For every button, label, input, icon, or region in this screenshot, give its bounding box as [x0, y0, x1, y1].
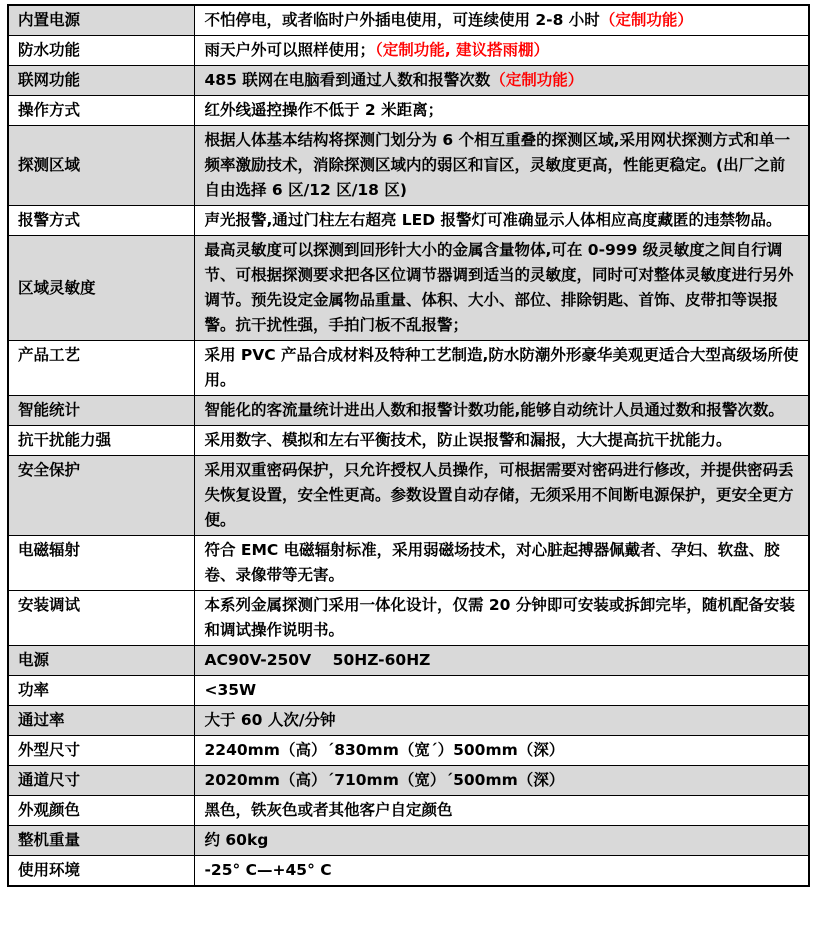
table-row	[8, 766, 809, 796]
spec-label: 外观颜色	[8, 796, 194, 826]
spec-text: 符合 EMC 电磁辐射标准，采用弱磁场技术，对心脏起搏器佩戴者、孕妇、软盘、胶卷、录像带等无害。	[204, 541, 780, 584]
spec-label: 通过率	[8, 706, 194, 736]
spec-label: 电磁辐射	[8, 536, 194, 591]
spec-value	[194, 341, 809, 396]
spec-value	[194, 536, 809, 591]
spec-value	[194, 126, 809, 206]
spec-label: 产品工艺	[8, 341, 194, 396]
table-row	[8, 736, 809, 766]
spec-text: 采用数字、模拟和左右平衡技术，防止误报警和漏报，大大提高抗干扰能力。	[204, 431, 732, 449]
spec-value	[194, 676, 809, 706]
spec-value	[194, 236, 809, 341]
spec-value	[194, 826, 809, 856]
spec-label: 报警方式	[8, 206, 194, 236]
spec-label: 整机重量	[8, 826, 194, 856]
table-row	[8, 426, 809, 456]
spec-label: 外型尺寸	[8, 736, 194, 766]
table-row	[8, 206, 809, 236]
spec-label: 智能统计	[8, 396, 194, 426]
spec-label: 探测区域	[8, 126, 194, 206]
spec-label: 联网功能	[8, 66, 194, 96]
spec-text: 雨天户外可以照样使用；	[204, 41, 376, 59]
spec-text: 黑色，铁灰色或者其他客户自定颜色	[204, 801, 453, 819]
spec-label: 操作方式	[8, 96, 194, 126]
table-row	[8, 5, 809, 36]
spec-value	[194, 796, 809, 826]
spec-label: 电源	[8, 646, 194, 676]
table-row	[8, 341, 809, 396]
spec-label: 使用环境	[8, 856, 194, 887]
spec-label: 区域灵敏度	[8, 236, 194, 341]
spec-text: 大于 60 人次/分钟	[204, 711, 336, 729]
spec-text: 智能化的客流量统计进出人数和报警计数功能,能够自动统计人员通过数和报警次数。	[204, 401, 784, 419]
spec-text: 约 60kg	[204, 831, 269, 849]
highlight-red-text: （定制功能）	[490, 71, 584, 89]
table-row	[8, 126, 809, 206]
spec-text: AC90V-250V 50HZ-60HZ	[204, 651, 431, 669]
spec-label: 防水功能	[8, 36, 194, 66]
spec-value	[194, 766, 809, 796]
spec-label: 功率	[8, 676, 194, 706]
spec-table	[7, 4, 810, 887]
table-row	[8, 826, 809, 856]
spec-value	[194, 646, 809, 676]
spec-value	[194, 206, 809, 236]
table-row	[8, 96, 809, 126]
table-row	[8, 456, 809, 536]
spec-value	[194, 736, 809, 766]
spec-label: 抗干扰能力强	[8, 426, 194, 456]
spec-value	[194, 456, 809, 536]
spec-value	[194, 856, 809, 887]
table-row	[8, 236, 809, 341]
table-row	[8, 706, 809, 736]
spec-value	[194, 591, 809, 646]
spec-label: 通道尺寸	[8, 766, 194, 796]
highlight-red-text: （定制功能, 建议搭雨棚）	[375, 41, 550, 59]
table-row	[8, 646, 809, 676]
spec-text: 2020mm（高）´710mm（宽）´500mm（深）	[204, 771, 565, 789]
spec-value	[194, 96, 809, 126]
table-row	[8, 856, 809, 887]
spec-text: 本系列金属探测门采用一体化设计，仅需 20 分钟即可安装或拆卸完毕，随机配备安装和调试操作说明书。	[204, 596, 795, 639]
spec-table-body	[8, 5, 809, 886]
spec-label: 安装调试	[8, 591, 194, 646]
spec-text: 声光报警,通过门柱左右超亮 LED 报警灯可准确显示人体相应高度藏匿的违禁物品。	[204, 211, 782, 229]
table-row	[8, 591, 809, 646]
spec-text: 485 联网在电脑看到通过人数和报警次数	[204, 71, 491, 89]
spec-text: -25° C—+45° C	[204, 861, 332, 879]
spec-value	[194, 5, 809, 36]
spec-value	[194, 66, 809, 96]
spec-text: 不怕停电，或者临时户外插电使用，可连续使用 2-8 小时	[204, 11, 600, 29]
table-row	[8, 536, 809, 591]
spec-text: 2240mm（高）´830mm（宽´）500mm（深）	[204, 741, 565, 759]
spec-label: 内置电源	[8, 5, 194, 36]
spec-value	[194, 36, 809, 66]
spec-text: 根据人体基本结构将探测门划分为 6 个相互重叠的探测区域,采用网状探测方式和单一频率激励技术，消除探测区域内的弱区和盲区，灵敏度更高，性能更稳定。(出厂之前自由选择 6 区/12 区/18 区)	[204, 131, 790, 199]
table-row	[8, 676, 809, 706]
spec-value	[194, 426, 809, 456]
spec-value	[194, 396, 809, 426]
spec-text: 采用 PVC 产品合成材料及特种工艺制造,防水防潮外形豪华美观更适合大型高级场所使用。	[204, 346, 799, 389]
spec-label: 安全保护	[8, 456, 194, 536]
spec-text: 采用双重密码保护，只允许授权人员操作，可根据需要对密码进行修改，并提供密码丢失恢复设置，安全性更高。参数设置自动存储，无须采用不间断电源保护，更安全更方便。	[204, 461, 794, 529]
spec-text: <35W	[204, 681, 257, 699]
table-row	[8, 66, 809, 96]
highlight-red-text: （定制功能）	[599, 11, 693, 29]
table-row	[8, 796, 809, 826]
spec-text: 最高灵敏度可以探测到回形针大小的金属含量物体,可在 0-999 级灵敏度之间自行调节、可根据探测要求把各区位调节器调到适当的灵敏度，同时可对整体灵敏度进行另外调节。预先设定金属物品重量、体积、大小、部位、排除钥匙、首饰、皮带扣等误报警。抗干扰性强，手拍门板不乱报警；	[204, 241, 794, 334]
spec-value	[194, 706, 809, 736]
table-row	[8, 396, 809, 426]
spec-text: 红外线遥控操作不低于 2 米距离；	[204, 101, 444, 119]
table-row	[8, 36, 809, 66]
